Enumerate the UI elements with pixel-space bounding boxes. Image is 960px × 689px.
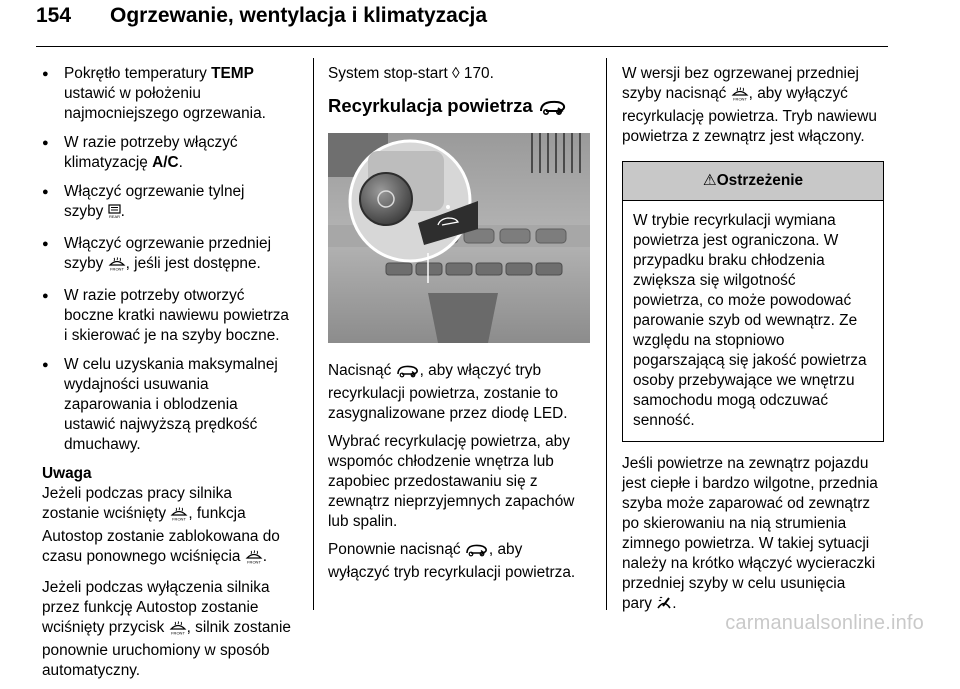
svg-text:FRONT: FRONT [732,96,747,101]
text-span: , jeśli jest dostępne. [125,255,261,272]
text-span: , silnik zostanie [186,619,291,636]
text-line [328,452,596,472]
text-line [64,84,304,104]
front-defrost-icon [731,87,749,107]
front-defrost-icon [170,507,188,527]
bold-term: TEMP [211,65,254,82]
text-span: szyba może zaparować od zewnątrz [622,495,871,512]
text-span: W razie potrzeby włączyć [64,134,238,151]
front-defrost-icon [245,550,263,570]
text-span: wciśnięty przycisk [42,619,169,636]
text-span: Autostop zostanie zablokowana do [42,528,280,545]
text-span: zapobiec przedostawaniu się z [328,473,538,490]
text-line [622,514,888,534]
bullet-icon: ● [42,359,49,371]
page-number: 154 [36,4,72,27]
column-divider-1 [313,58,314,610]
intro-paragraph [622,64,888,147]
bullet-icon: ● [42,137,49,149]
text-line [42,661,304,681]
cross-reference: System stop-start ◊ 170. [328,65,494,82]
text-span: recyrkulację powietrza. Tryb nawiewu [622,108,877,125]
text-span: lub spalin. [328,513,398,530]
text-span: dmuchawy. [64,436,141,453]
text-line [328,540,596,563]
text-line [328,563,596,583]
text-line [328,432,596,452]
page-ref-arrow-icon: ◊ [452,65,460,82]
note-paragraph [42,578,304,681]
column-2 [328,64,596,591]
text-span: W celu uzyskania maksymalnej [64,356,278,373]
instruction-list [42,64,304,455]
text-line [328,512,596,532]
text-line [622,554,888,574]
text-span: powietrza z zewnątrz jest włączony. [622,128,865,145]
svg-text:REAR: REAR [108,214,120,219]
text-line [64,234,304,254]
note-body [42,484,304,681]
list-item [42,182,304,225]
text-line [64,355,304,375]
text-line [64,254,304,277]
text-span: , funkcja [188,505,246,522]
page-title: Ogrzewanie, wentylacja i klimatyzacja [110,4,488,27]
text-span: , aby włączyć tryb [419,362,542,379]
text-line [64,64,304,84]
text-span: Jeżeli podczas wyłączenia silnika [42,579,270,596]
text-span: zaparowania i oblodzenia [64,396,238,413]
text-span: ustawić najwyższą prędkość [64,416,258,433]
paragraph [328,432,596,532]
text-span: Nacisnąć [328,362,396,379]
text-span: po skierowaniu na nią strumienia [622,515,847,532]
text-span: . [672,595,677,612]
text-line [328,404,596,424]
text-line [622,64,888,84]
svg-text:FRONT: FRONT [109,266,124,271]
text-span: , aby [488,541,523,558]
text-span: Włączyć ogrzewanie przedniej [64,235,272,252]
front-defrost-icon [169,621,187,641]
text-line [42,598,304,618]
text-line [64,182,304,202]
bullet-icon: ● [42,68,49,80]
text-line [622,474,888,494]
text-span: W razie potrzeby otworzyć [64,287,245,304]
warning-line: osoby przebywające we wnętrzu [633,372,855,389]
text-span: Włączyć ogrzewanie tylnej [64,183,245,200]
text-line [64,153,304,173]
warning-line: samochodu mogą odczuwać [633,392,829,409]
text-line [328,472,596,492]
bullet-icon: ● [42,290,49,302]
list-item [42,355,304,455]
text-span: przez funkcję Autostop zostanie [42,599,259,616]
recirculation-icon [538,99,568,119]
text-line [328,384,596,404]
recirculation-icon [465,543,489,563]
text-span: wydajności usuwania [64,376,209,393]
watermark: carmanualsonline.info [725,612,924,634]
text-span: ponownie uruchomiony w sposób [42,642,270,659]
column-3 [622,64,888,625]
rear-defrost-icon [108,204,121,225]
text-line [328,361,596,384]
warning-line: względu na stopniowo [633,332,785,349]
warning-box [622,161,884,442]
paragraph [328,361,596,424]
list-item [42,286,304,346]
bold-term: A/C [152,154,179,171]
text-line [622,107,888,127]
warning-line: W trybie recyrkulacji wymiana [633,212,836,229]
text-span: wspomóc chłodzenie wnętrza lub [328,453,554,470]
text-span: Pokrętło temperatury [64,65,212,82]
warning-header [623,162,883,201]
text-line [64,202,304,225]
column-divider-2 [606,58,607,610]
note-heading: Uwaga [42,465,92,482]
bullet-icon: ● [42,238,49,250]
text-line [622,574,888,594]
text-line [64,306,304,326]
text-line [622,84,888,107]
recirculation-text [328,361,596,583]
page-header [36,4,886,44]
text-span: należy na krótko włączyć wycieraczki [622,555,876,572]
text-span: zewnątrz nieprzyjemnych zapachów [328,493,575,510]
text-span: . [178,154,183,171]
section-title: Recyrkulacja powietrza [328,96,596,119]
note-paragraph [42,484,304,570]
warning-line: zwiększa się wilgotność [633,272,796,289]
column-1 [42,64,304,689]
text-span: zimnego powietrza. W takiej sytuacji [622,535,870,552]
text-span: automatyczny. [42,662,141,679]
text-span: najmocniejszego ogrzewania. [64,105,266,122]
text-line [42,547,304,570]
warning-line: powietrza jest ograniczona. W [633,232,839,249]
warning-line: senność. [633,412,695,429]
outro-paragraph [622,454,888,617]
svg-text:FRONT: FRONT [246,559,261,564]
text-span: Ponownie nacisnąć [328,541,465,558]
paragraph [328,540,596,583]
text-line [42,484,304,504]
bullet-icon: ● [42,186,49,198]
text-span: i skierować je na szyby boczne. [64,327,280,344]
text-line [64,326,304,346]
text-span: Wybrać recyrkulację powietrza, aby [328,433,570,450]
text-span: boczne kratki nawiewu powietrza [64,307,289,324]
text-line [622,127,888,147]
list-item [42,234,304,277]
svg-text:FRONT: FRONT [170,630,185,635]
warning-text [623,201,883,441]
text-line [64,286,304,306]
text-line [42,578,304,598]
text-span: pary [622,595,657,612]
text-line [42,641,304,661]
text-line [42,618,304,641]
warning-title: Ostrzeżenie [716,172,804,189]
text-span: recyrkulacji powietrza, zostanie to [328,385,559,402]
text-line [64,104,304,124]
text-span: . [120,203,125,220]
warning-line: przypadku braku chłodzenia [633,252,825,269]
text-span: Jeśli powietrze na zewnątrz pojazdu [622,455,869,472]
warning-line: pogarszającą się jakość powietrza [633,352,867,369]
text-span: , aby wyłączyć [748,85,848,102]
text-line [64,395,304,415]
text-line [622,454,888,474]
warning-line: powietrza, co może powodować [633,292,852,309]
text-line [622,494,888,514]
text-span: wyłączyć tryb recyrkulacji powietrza. [328,564,576,581]
list-item [42,133,304,173]
text-span: szyby nacisnąć [622,85,731,102]
text-line [64,375,304,395]
list-item [42,64,304,124]
text-span: przedniej szyby w celu usunięcia [622,575,846,592]
text-span: jest ciepłe i bardzo wilgotne, przednia [622,475,878,492]
text-span: . [262,548,268,565]
text-span: szyby [64,203,108,220]
text-span: szyby [64,255,108,272]
washer-icon [656,595,672,617]
header-rule [36,46,888,47]
text-span: ustawić w położeniu [64,85,201,102]
text-line [622,534,888,554]
text-span: czasu ponownego wciśnięcia [42,548,245,565]
front-defrost-icon [108,257,126,277]
text-line [328,492,596,512]
text-span: klimatyzację [64,154,153,171]
warning-triangle-icon: ⚠ [702,172,717,189]
svg-text:FRONT: FRONT [172,516,187,521]
text-line [64,415,304,435]
text-span: zasygnalizowane przez diodę LED. [328,405,568,422]
climate-control-photo [328,133,590,343]
text-line [64,133,304,153]
text-line [42,504,304,527]
text-line [64,435,304,455]
text-span: Jeżeli podczas pracy silnika [42,485,232,502]
text-span: W wersji bez ogrzewanej przedniej [622,65,859,82]
warning-line: parowanie szyb od wewnątrz. Ze [633,312,858,329]
recirculation-icon [396,364,420,384]
text-span: zostanie wciśnięty [42,505,171,522]
text-line [42,527,304,547]
